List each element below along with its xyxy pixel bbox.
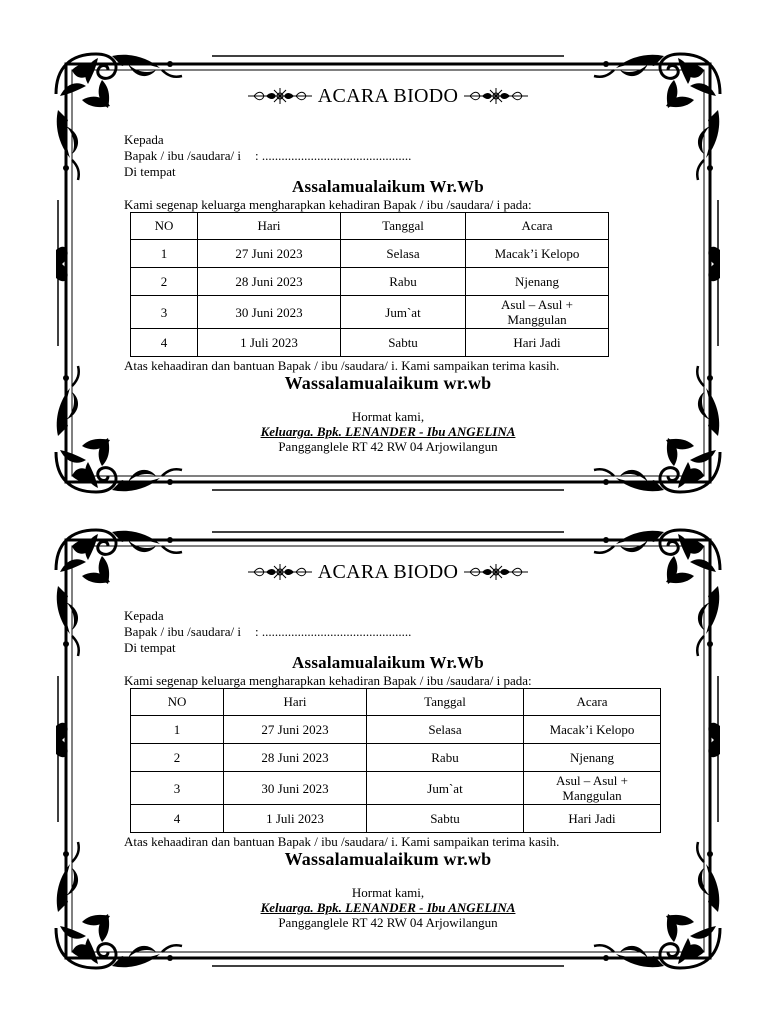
card-title — [222, 84, 554, 108]
address: Pangganglele RT 42 RW 04 Arjowilangun — [278, 439, 498, 454]
recipient-label: Bapak / ibu /saudara/ i — [124, 148, 241, 163]
closing-salam: Wassalamualaikum wr.wb — [284, 849, 492, 869]
row-no: 4 — [131, 805, 224, 833]
closing-salam: Wassalamualaikum wr.wb — [284, 373, 492, 393]
table-row — [131, 296, 609, 329]
row-no: 3 — [131, 772, 224, 805]
recipient-blank: : .............................................. — [254, 148, 412, 163]
row-day: Rabu — [341, 268, 466, 296]
row-day: Rabu — [367, 744, 524, 772]
row-no: 1 — [131, 716, 224, 744]
row-no: 2 — [131, 744, 224, 772]
regards: Hormat kami, — [351, 409, 425, 424]
row-event: Macak’i Kelopo — [524, 716, 661, 744]
row-no: 2 — [131, 268, 198, 296]
place: Di tempat — [124, 640, 176, 655]
table-row — [131, 240, 609, 268]
floral-scroll-corner-icon — [594, 530, 720, 656]
title-text: ACARA BIODO — [317, 560, 459, 583]
table-row — [131, 716, 661, 744]
floral-divider-icon — [464, 564, 528, 580]
table-row — [131, 744, 661, 772]
intro-text: Kami segenap keluarga mengharapkan kehadiran Bapak / ibu /saudara/ i pada: — [124, 673, 532, 688]
table-row — [131, 805, 661, 833]
table-row — [131, 772, 661, 805]
row-no: 1 — [131, 240, 198, 268]
header-no: NO — [131, 213, 198, 240]
address: Pangganglele RT 42 RW 04 Arjowilangun — [278, 915, 498, 930]
family-name: Keluarga. Bpk. LENANDER - Ibu ANGELINA — [260, 900, 516, 915]
signature-block — [52, 885, 724, 930]
row-date: 27 Juni 2023 — [198, 240, 341, 268]
floral-scroll-corner-icon — [594, 54, 720, 180]
regards: Hormat kami, — [351, 885, 425, 900]
header-no: NO — [131, 689, 224, 716]
greeting-to: Kepada — [124, 132, 164, 147]
row-date: 27 Juni 2023 — [224, 716, 367, 744]
row-day: Selasa — [341, 240, 466, 268]
opening-salam: Assalamualaikum Wr.Wb — [292, 177, 484, 196]
row-date: 1 Juli 2023 — [224, 805, 367, 833]
row-no: 4 — [131, 329, 198, 357]
floral-divider-icon — [464, 88, 528, 104]
greeting-to: Kepada — [124, 608, 164, 623]
header-hari: Hari — [198, 213, 341, 240]
row-day: Sabtu — [367, 805, 524, 833]
recipient-blank: : .............................................. — [254, 624, 412, 639]
header-acara: Acara — [524, 689, 661, 716]
table-header-row — [131, 689, 661, 716]
row-event: Hari Jadi — [524, 805, 661, 833]
row-day: Jum`at — [341, 296, 466, 329]
signature-block — [52, 409, 724, 454]
row-date: 1 Juli 2023 — [198, 329, 341, 357]
header-acara: Acara — [466, 213, 609, 240]
table-row — [131, 268, 609, 296]
invitation-card-2 — [52, 526, 724, 972]
row-day: Selasa — [367, 716, 524, 744]
recipient-line — [124, 148, 411, 164]
header-tanggal: Tanggal — [367, 689, 524, 716]
title-text: ACARA BIODO — [317, 84, 459, 107]
row-date: 28 Juni 2023 — [224, 744, 367, 772]
thanks-text: Atas kehaadiran dan bantuan Bapak / ibu /saudara/ i. Kami sampaikan terima kasih. — [124, 358, 560, 373]
row-date: 28 Juni 2023 — [198, 268, 341, 296]
row-event: Hari Jadi — [466, 329, 609, 357]
row-day: Jum`at — [367, 772, 524, 805]
row-no: 3 — [131, 296, 198, 329]
address-block — [124, 608, 411, 656]
opening-salam: Assalamualaikum Wr.Wb — [292, 653, 484, 672]
family-name: Keluarga. Bpk. LENANDER - Ibu ANGELINA — [260, 424, 516, 439]
schedule-table — [130, 212, 609, 357]
address-block — [124, 132, 411, 180]
floral-divider-icon — [248, 88, 312, 104]
row-event: Macak’i Kelopo — [466, 240, 609, 268]
floral-divider-icon — [248, 564, 312, 580]
place: Di tempat — [124, 164, 176, 179]
row-day: Sabtu — [341, 329, 466, 357]
row-event: Asul – Asul + Manggulan — [466, 296, 609, 329]
schedule-table — [130, 688, 661, 833]
row-date: 30 Juni 2023 — [224, 772, 367, 805]
row-event: Njenang — [466, 268, 609, 296]
table-row — [131, 329, 609, 357]
row-event: Asul – Asul + Manggulan — [524, 772, 661, 805]
invitation-card-1 — [52, 50, 724, 496]
table-header-row — [131, 213, 609, 240]
recipient-line — [124, 624, 411, 640]
row-date: 30 Juni 2023 — [198, 296, 341, 329]
thanks-text: Atas kehaadiran dan bantuan Bapak / ibu /saudara/ i. Kami sampaikan terima kasih. — [124, 834, 560, 849]
header-tanggal: Tanggal — [341, 213, 466, 240]
intro-text: Kami segenap keluarga mengharapkan kehadiran Bapak / ibu /saudara/ i pada: — [124, 197, 532, 212]
header-hari: Hari — [224, 689, 367, 716]
card-title — [222, 560, 554, 584]
row-event: Njenang — [524, 744, 661, 772]
recipient-label: Bapak / ibu /saudara/ i — [124, 624, 241, 639]
